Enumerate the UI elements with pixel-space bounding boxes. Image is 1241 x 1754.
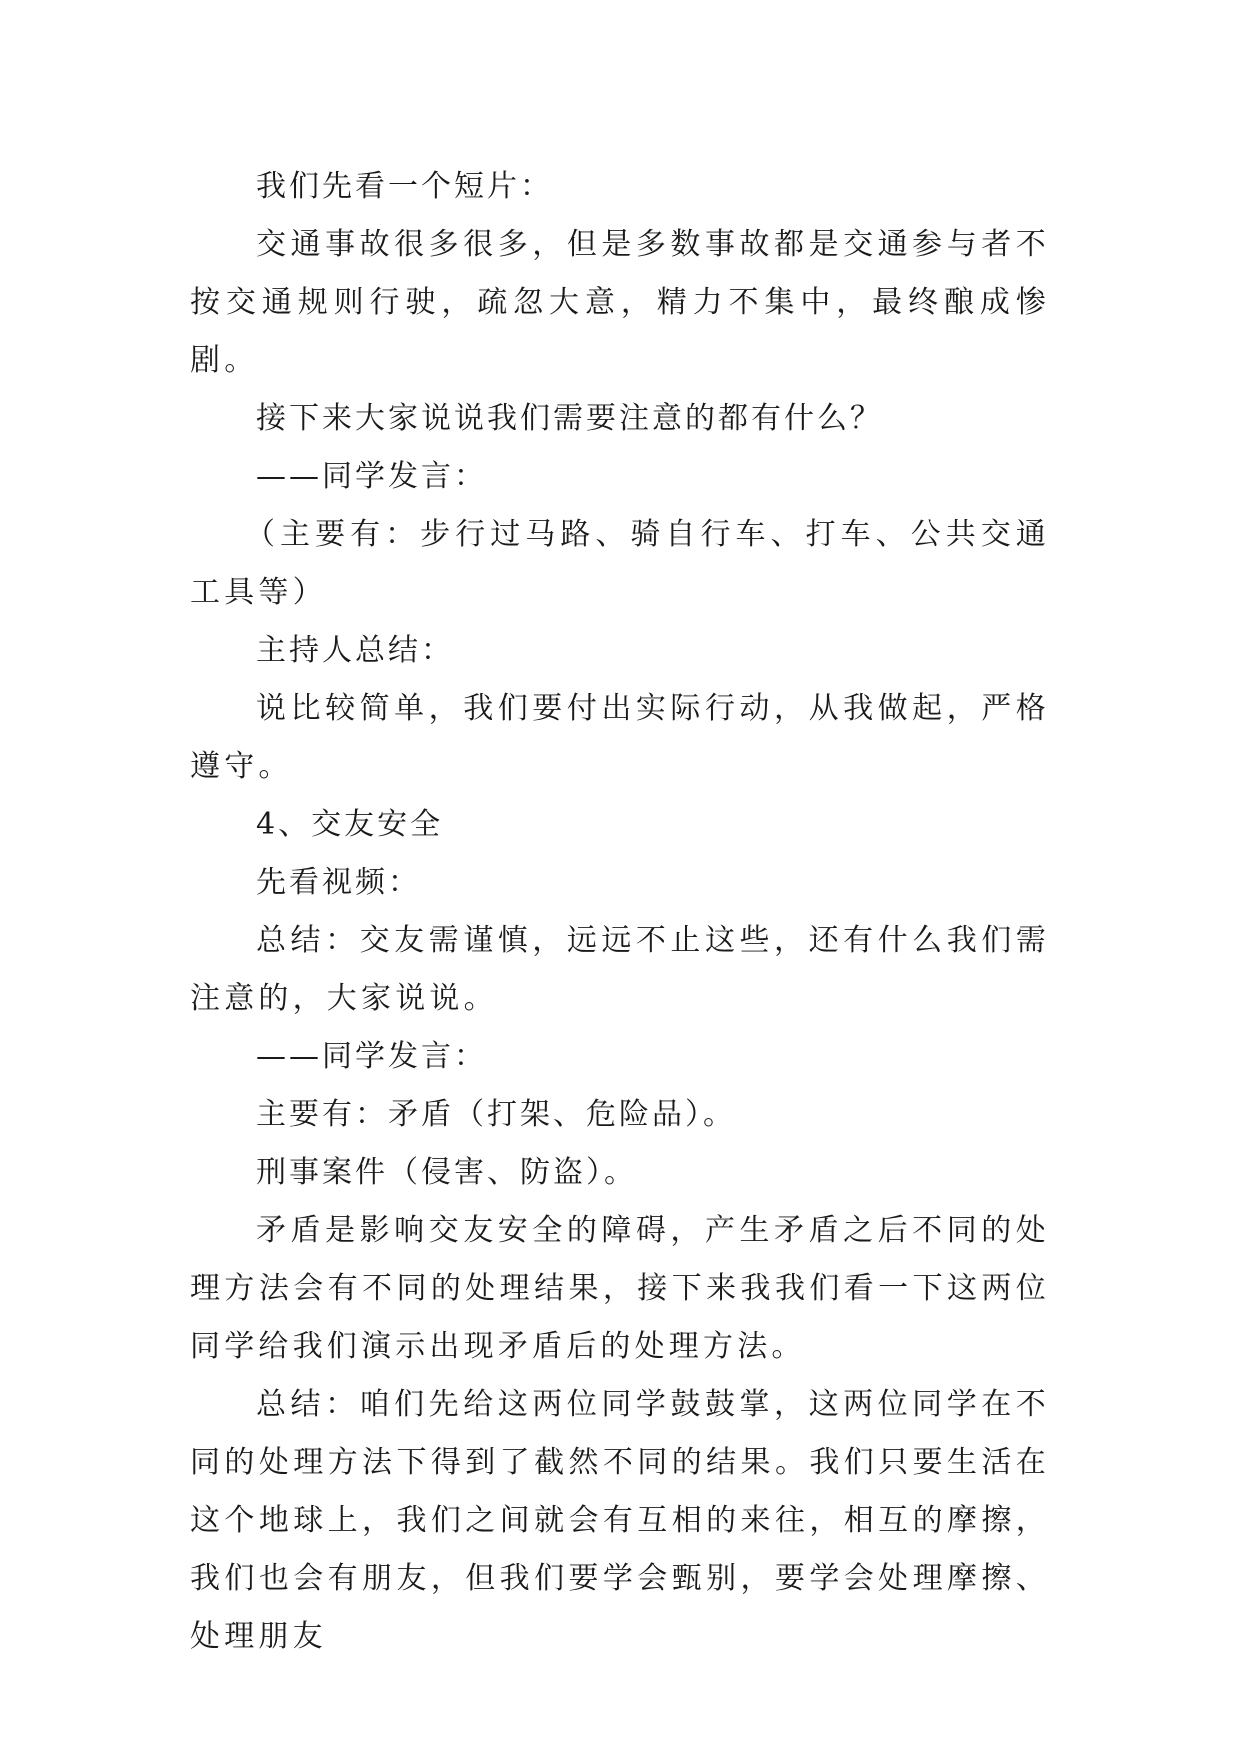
section-heading: 4、交友安全 bbox=[256, 807, 444, 842]
document-body bbox=[190, 158, 1050, 1666]
paragraph: 总结：交友需谨慎，远远不止这些，还有什么我们需注意的，大家说说。 bbox=[190, 923, 1050, 1016]
paragraph: ——同学发言： bbox=[256, 1039, 487, 1074]
paragraph: 交通事故很多很多，但是多数事故都是交通参与者不按交通规则行驶，疏忽大意，精力不集中，最终酿成惨剧。 bbox=[190, 227, 1050, 378]
paragraph: （主要有：步行过马路、骑自行车、打车、公共交通工具等） bbox=[190, 517, 1050, 610]
paragraph: 主要有：矛盾（打架、危险品）。 bbox=[256, 1097, 736, 1132]
paragraph: 主持人总结： bbox=[256, 633, 454, 668]
paragraph: 先看视频： bbox=[256, 865, 421, 900]
paragraph: 总结：咱们先给这两位同学鼓鼓掌，这两位同学在不同的处理方法下得到了截然不同的结果。我们只要生活在这个地球上，我们之间就会有互相的来往，相互的摩擦，我们也会有朋友，但我们要学会甄别，要学会处理摩擦、处理朋友 bbox=[190, 1387, 1050, 1654]
paragraph: 矛盾是影响交友安全的障碍，产生矛盾之后不同的处理方法会有不同的处理结果，接下来我我们看一下这两位同学给我们演示出现矛盾后的处理方法。 bbox=[190, 1213, 1050, 1364]
paragraph: ——同学发言： bbox=[256, 459, 487, 494]
paragraph: 我们先看一个短片： bbox=[256, 169, 553, 204]
paragraph: 接下来大家说说我们需要注意的都有什么？ bbox=[256, 401, 883, 436]
paragraph: 说比较简单，我们要付出实际行动，从我做起，严格遵守。 bbox=[190, 691, 1050, 784]
paragraph: 刑事案件（侵害、防盗）。 bbox=[256, 1155, 637, 1190]
